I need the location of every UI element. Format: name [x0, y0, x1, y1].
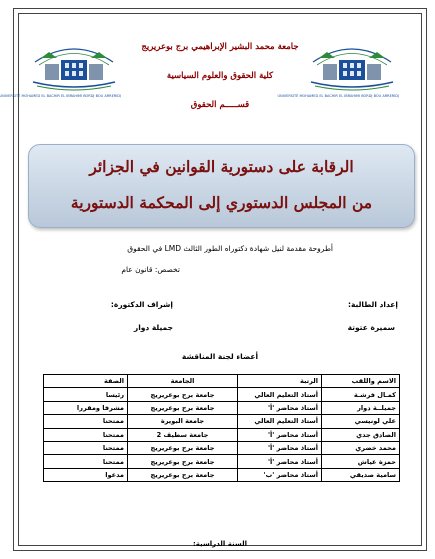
member-rank: أستاذ التعليم العالي	[238, 388, 322, 401]
academic-year-label: السنة الدراسية:	[193, 540, 247, 548]
member-role: ممتحنا	[44, 441, 128, 454]
member-name: جميلــة دوار	[322, 401, 400, 414]
member-university: جامعة برج بوعريريج	[128, 455, 238, 468]
supervisor-label: إشراف الدكتورة:	[110, 300, 173, 309]
member-name: علي لونيسي	[322, 415, 400, 428]
table-row	[44, 455, 400, 468]
student-name: سميرة عتوتة	[347, 323, 395, 332]
member-name: محمد خضري	[322, 441, 400, 454]
member-university: جامعة البويرة	[128, 415, 238, 428]
committee-table	[43, 374, 400, 482]
member-role: ممتحنا	[44, 455, 128, 468]
thesis-title-line1: الرقابة على دستورية القوانين في الجزائر	[89, 157, 354, 176]
member-name: حمزة عياش	[322, 455, 400, 468]
member-name: سامية صديقي	[322, 468, 400, 481]
table-row	[44, 388, 400, 401]
member-university: جامعة برج بوعريريج	[128, 441, 238, 454]
logo-caption: UNIVERSITÉ MOHAMED EL BACHIR EL IBRAHIMI BORDJ BOU ARRERIDJ	[277, 94, 399, 98]
university-name: جامعة محمد البشير الإبراهيمي برج بوعريريج	[141, 42, 299, 52]
member-role: مشرفا ومقررا	[44, 401, 128, 414]
member-rank: أستاذ محاضر 'ب'	[238, 468, 322, 481]
committee-heading: أعضاء لجنة المناقشة	[181, 352, 259, 361]
member-rank: أستاذ محاضر 'أ'	[238, 428, 322, 441]
thesis-title-banner	[28, 144, 415, 228]
table-header-row	[44, 375, 400, 388]
thesis-title-line2: من المجلس الدستوري إلى المحكمة الدستورية	[70, 193, 373, 212]
member-name: الصادق جدي	[322, 428, 400, 441]
logo-caption: UNIVERSITÉ MOHAMED EL BACHIR EL IBRAHIMI BORDJ BOU ARRERIDJ	[0, 94, 121, 98]
column-header-university: الجامعة	[128, 375, 238, 388]
member-name: كمـال فرشـة	[322, 388, 400, 401]
member-university: جامعة برج بوعريريج	[128, 401, 238, 414]
column-header-role: الصفة	[44, 375, 128, 388]
member-role: ممتحنا	[44, 428, 128, 441]
department-name: قســـــم الحقوق	[190, 100, 250, 110]
member-rank: أستاذ محاضر 'أ'	[238, 455, 322, 468]
member-university: جامعة برج بوعريريج	[128, 468, 238, 481]
column-header-rank: الرتبة	[238, 375, 322, 388]
prepared-by-label: إعداد الطالبة:	[348, 300, 398, 309]
member-role: رئيسا	[44, 388, 128, 401]
member-rank: أستاذ محاضر 'أ'	[238, 441, 322, 454]
member-role: مدعوا	[44, 468, 128, 481]
member-rank: أستاذ التعليم العالي	[238, 415, 322, 428]
table-row	[44, 401, 400, 414]
member-role: ممتحنا	[44, 415, 128, 428]
table-row	[44, 415, 400, 428]
table-row	[44, 428, 400, 441]
member-rank: أستاذ محاضر 'أ'	[238, 401, 322, 414]
thesis-description: أطروحة مقدمة لنيل شهادة دكتوراه الطور الثالث LMD في الحقوق	[127, 244, 333, 253]
column-header-name: الاسم واللقب	[322, 375, 400, 388]
supervisor-name: جميلة دوار	[133, 323, 173, 332]
table-row	[44, 441, 400, 454]
member-university: جامعة برج بوعريريج	[128, 388, 238, 401]
table-row	[44, 468, 400, 481]
thesis-specialty: تخصص: قانون عام	[121, 265, 180, 274]
faculty-name: كلية الحقوق والعلوم السياسية	[166, 71, 274, 81]
member-university: جامعة سطيف 2	[128, 428, 238, 441]
